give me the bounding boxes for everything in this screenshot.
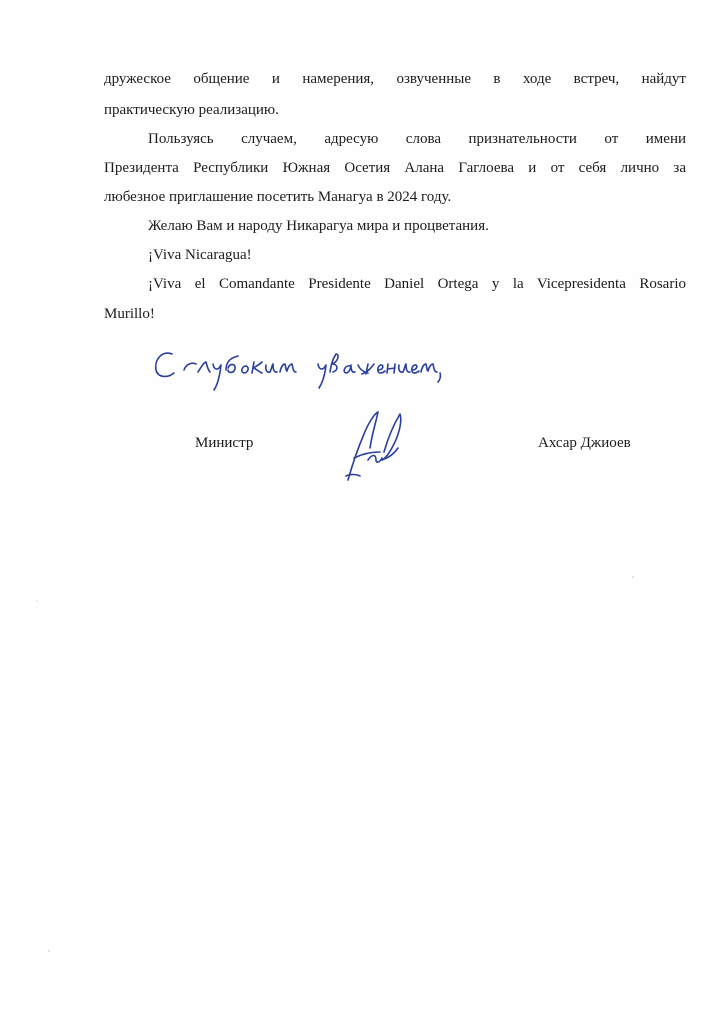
- paragraph-1-line-1: дружеское общение и намерения, озвученные в ходе встреч, найдут: [104, 71, 686, 87]
- scan-speck: [36, 600, 38, 602]
- signature: [338, 408, 418, 488]
- paragraph-5-line-2: Murillo!: [104, 306, 155, 322]
- paragraph-3: Желаю Вам и народу Никарагуа мира и процветания.: [148, 218, 489, 234]
- handwritten-closing: [150, 340, 450, 400]
- signatory-title: Министр: [195, 435, 254, 451]
- scan-speck: [632, 576, 634, 578]
- paragraph-4: ¡Viva Nicaragua!: [148, 247, 252, 263]
- paragraph-2-line-1: Пользуясь случаем, адресую слова признательности от имени: [148, 131, 686, 147]
- paragraph-2-line-3: любезное приглашение посетить Манагуа в 2024 году.: [104, 189, 452, 205]
- paragraph-5-line-1: ¡Viva el Comandante Presidente Daniel Ortega y la Vicepresidenta Rosario: [148, 276, 686, 292]
- signatory-name: Ахсар Джиоев: [538, 435, 631, 451]
- paragraph-1-line-2: практическую реализацию.: [104, 102, 279, 118]
- scan-speck: [48, 950, 50, 952]
- paragraph-2-line-2: Президента Республики Южная Осетия Алана Гаглоева и от себя лично за: [104, 160, 686, 176]
